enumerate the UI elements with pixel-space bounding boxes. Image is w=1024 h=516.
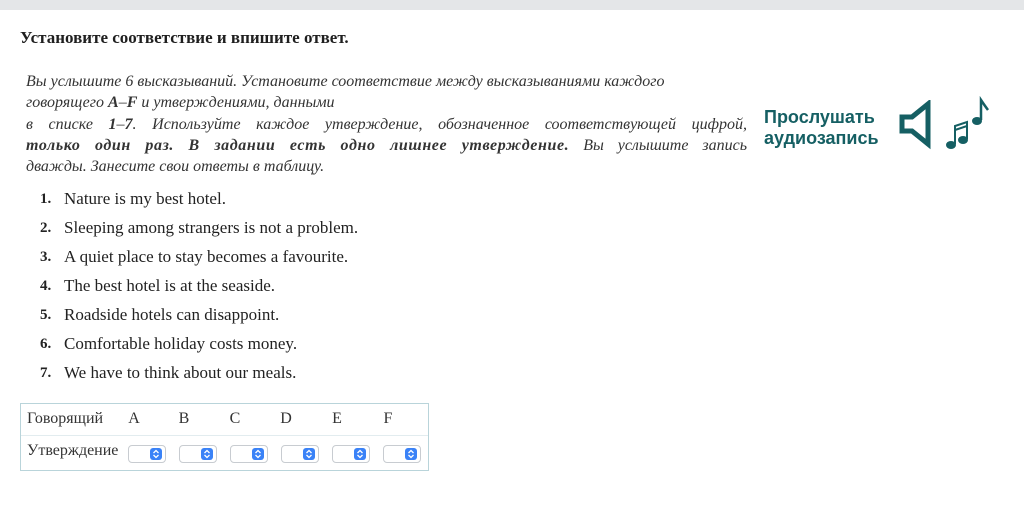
statement-item — [40, 334, 358, 363]
speaker-label-e: E — [332, 410, 342, 427]
select-arrows-icon[interactable] — [405, 448, 417, 460]
statement-text: Roadside hotels can disappoint. — [64, 305, 280, 324]
task-title: Установите соответствие и впишите ответ. — [20, 28, 349, 47]
statement-number: 2. — [40, 220, 52, 236]
statement-item — [40, 247, 358, 276]
statement-item — [40, 218, 358, 247]
statement-item — [40, 189, 358, 218]
instructions-bold: 7 — [124, 115, 133, 133]
statement-text: Sleeping among strangers is not a problem. — [64, 218, 359, 237]
statement-item — [40, 305, 358, 334]
audio-label-line-2[interactable]: аудиозапись — [764, 128, 879, 148]
statement-text: We have to think about our meals. — [64, 363, 297, 382]
select-arrows-icon[interactable] — [252, 448, 264, 460]
speaker-label-f: F — [383, 410, 393, 427]
select-arrows-icon[interactable] — [303, 448, 315, 460]
answer-select-e[interactable] — [332, 445, 370, 463]
instructions-text: – — [116, 115, 125, 133]
answer-select-a[interactable] — [128, 445, 166, 463]
statement-number: 7. — [40, 365, 52, 381]
audio-label[interactable] — [764, 107, 894, 149]
statement-row-label: Утверждение — [27, 442, 119, 459]
statement-number: 6. — [40, 336, 52, 352]
statement-number: 4. — [40, 278, 52, 294]
answer-select-c[interactable] — [230, 445, 268, 463]
audio-icons[interactable] — [898, 98, 998, 158]
instructions-text: говорящего — [26, 94, 109, 112]
speaker-icon[interactable] — [898, 100, 938, 150]
instructions-line-2 — [26, 92, 747, 113]
speaker-label-b: B — [178, 410, 190, 427]
instructions-text: – — [118, 94, 127, 112]
statement-item — [40, 363, 358, 392]
instructions-bold: F — [126, 94, 138, 112]
statement-number: 1. — [40, 191, 52, 207]
instructions-line-4 — [26, 135, 747, 156]
statement-number: 3. — [40, 249, 52, 265]
instructions-text: в списке — [26, 115, 109, 133]
statement-text: A quiet place to stay becomes a favourite. — [64, 247, 349, 266]
instructions-line-1: Вы услышите 6 высказываний. Установите соответствие между высказываниями каждого — [26, 73, 665, 90]
statement-row — [21, 436, 428, 470]
audio-player-button[interactable] — [764, 98, 998, 158]
instructions-bold: только один раз. В задании есть одно лишнее утверждение. — [26, 136, 570, 154]
instructions-bold: A — [108, 94, 119, 112]
speaker-row — [21, 404, 428, 436]
audio-label-line-1[interactable]: Прослушать — [764, 107, 875, 127]
instructions-text: . Используйте каждое утверждение, обозначенное соответствующей цифрой, — [132, 115, 747, 133]
select-arrows-icon[interactable] — [150, 448, 162, 460]
speaker-label-a: A — [128, 410, 140, 427]
select-arrows-icon[interactable] — [354, 448, 366, 460]
answer-select-b[interactable] — [179, 445, 217, 463]
instructions-bold: 1 — [108, 115, 117, 133]
select-arrows-icon[interactable] — [201, 448, 213, 460]
speaker-row-label: Говорящий — [27, 410, 104, 427]
answer-select-d[interactable] — [281, 445, 319, 463]
statement-number: 5. — [40, 307, 52, 323]
answer-select-f[interactable] — [383, 445, 421, 463]
instructions-text: Вы услышите запись — [569, 136, 748, 154]
instructions-line-5: дважды. Занесите свои ответы в таблицу. — [26, 158, 325, 176]
statement-text: Nature is my best hotel. — [64, 189, 226, 208]
instructions-line-3 — [26, 114, 747, 135]
instructions-text: и утверждениями, данными — [137, 94, 335, 112]
speaker-label-c: C — [229, 410, 241, 427]
statement-item — [40, 276, 358, 305]
answer-table — [20, 403, 429, 471]
music-notes-icon[interactable] — [942, 96, 992, 152]
statement-text: Comfortable holiday costs money. — [64, 334, 298, 353]
top-bar — [0, 0, 1024, 10]
instructions — [26, 71, 747, 177]
statements-list — [40, 189, 358, 392]
statement-text: The best hotel is at the seaside. — [64, 276, 276, 295]
speaker-label-d: D — [280, 410, 292, 427]
